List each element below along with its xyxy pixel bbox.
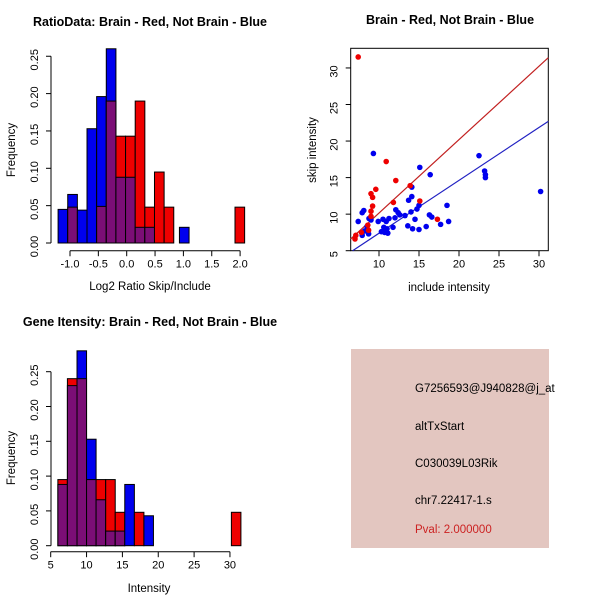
- hist-bar-blue: [58, 209, 68, 243]
- scatter-point-red: [407, 183, 413, 189]
- x-tick-label: 30: [532, 258, 546, 271]
- x-tick-label: 20: [152, 559, 165, 572]
- scatter-point-red: [417, 198, 423, 204]
- scatter-point-blue: [414, 206, 420, 212]
- scatter-point-blue: [427, 172, 433, 178]
- x-tick-label: 15: [412, 258, 426, 271]
- x-tick-label: 0.0: [119, 258, 135, 271]
- hist-bar-blue: [144, 516, 154, 546]
- scatter-point-blue: [417, 165, 423, 171]
- scatter-point-red: [435, 216, 441, 222]
- scatter-point-blue: [476, 153, 482, 159]
- fit-line-brain-fit: [351, 58, 549, 239]
- hist-bar-overlap: [106, 101, 116, 243]
- scatter-point-blue: [410, 226, 416, 232]
- hist-bar-blue: [125, 484, 135, 545]
- hist-bar-overlap: [115, 531, 125, 546]
- y-tick-label: 0.05: [29, 503, 41, 526]
- x-tick-label: 30: [223, 559, 237, 572]
- hist-bar-overlap: [135, 227, 145, 243]
- y-tick-label: 30: [328, 65, 341, 78]
- hist-bar-overlap: [58, 484, 68, 545]
- scatter-point-blue: [412, 216, 418, 222]
- y-tick-label: 20: [328, 138, 341, 151]
- scatter-point-red: [393, 178, 399, 184]
- gene-info-box: [351, 349, 555, 548]
- y-tick-label: 0.15: [29, 434, 41, 456]
- scatter-point-blue: [371, 151, 377, 157]
- scatter-point-red: [366, 227, 372, 233]
- scatter-point-blue: [397, 212, 403, 218]
- intensity-scatter-ylabel: skip intensity: [307, 117, 319, 183]
- scatter-point-red: [368, 214, 374, 220]
- hist-bar-overlap: [68, 207, 78, 243]
- ratio-histogram-plot-area: [29, 49, 248, 271]
- gene-intensity-histogram-plot-area: [29, 351, 241, 572]
- x-tick-label: 1.0: [175, 258, 192, 271]
- scatter-point-blue: [423, 224, 429, 230]
- y-tick-label: 0.15: [29, 123, 41, 146]
- ratio-histogram-xlabel: Log2 Ratio Skip/Include: [89, 281, 211, 293]
- hist-bar-overlap: [97, 206, 107, 243]
- scatter-point-red: [383, 159, 389, 165]
- y-tick-label: 0.10: [29, 468, 41, 491]
- scatter-point-blue: [408, 209, 414, 215]
- x-tick-label: 25: [187, 559, 201, 572]
- x-tick-label: 2.0: [232, 258, 248, 271]
- hist-bar-overlap: [87, 480, 97, 546]
- scatter-point-blue: [429, 214, 435, 220]
- scatter-point-blue: [402, 213, 408, 219]
- y-tick-label: 0.20: [29, 399, 41, 421]
- scatter-point-red: [352, 236, 358, 242]
- scatter-point-blue: [375, 219, 381, 225]
- intensity-scatter-xlabel: include intensity: [408, 282, 490, 294]
- scatter-point-blue: [538, 189, 544, 195]
- gene-intensity-histogram-ylabel: Frequency: [6, 430, 18, 486]
- y-tick-label: 25: [328, 101, 341, 115]
- intensity-scatter-panel: [300, 0, 600, 300]
- scatter-point-blue: [438, 222, 444, 228]
- gene-info-panel: [300, 300, 600, 600]
- y-tick-label: 0.00: [29, 538, 41, 560]
- scatter-point-blue: [405, 223, 411, 229]
- gene-intensity-histogram-title: Gene Itensity: Brain - Red, Not Brain - Blue: [22, 315, 278, 329]
- hist-bar-blue: [87, 129, 97, 243]
- hist-bar-overlap: [67, 386, 77, 546]
- x-tick-label: 5: [47, 559, 54, 572]
- y-tick-label: 0.05: [29, 198, 41, 220]
- hist-bar-blue: [179, 227, 189, 243]
- hist-bar-red: [134, 512, 144, 545]
- scatter-point-blue: [416, 227, 422, 233]
- hist-bar-overlap: [116, 177, 126, 243]
- x-tick-label: -1.0: [60, 258, 80, 271]
- hist-bar-blue: [77, 210, 87, 243]
- hist-bar-red: [135, 101, 145, 243]
- y-tick-label: 0.20: [29, 86, 41, 108]
- x-tick-label: -0.5: [88, 258, 108, 271]
- y-tick-label: 15: [328, 174, 341, 188]
- x-tick-label: 10: [80, 559, 93, 572]
- ratio-histogram-title: RatioData: Brain - Red, Not Brain - Blue: [32, 15, 268, 29]
- chromosome-location: chr7.22417-1.s: [415, 495, 492, 507]
- gene-intensity-histogram-xlabel: Intensity: [127, 583, 171, 595]
- scatter-point-blue: [483, 175, 489, 181]
- scatter-point-blue: [385, 230, 391, 236]
- hist-bar-red: [164, 207, 174, 243]
- hist-bar-overlap: [96, 500, 106, 546]
- x-tick-label: 20: [452, 258, 466, 271]
- hist-bar-red: [235, 207, 245, 243]
- x-tick-label: 1.5: [204, 258, 220, 271]
- hist-bar-red: [231, 512, 241, 545]
- x-tick-label: 10: [372, 258, 386, 271]
- hist-bar-overlap: [77, 379, 87, 546]
- scatter-point-red: [368, 208, 374, 214]
- gene-symbol: C030039L03Rik: [415, 458, 498, 470]
- ratio-histogram-panel: [0, 0, 300, 300]
- x-tick-label: 25: [492, 258, 506, 271]
- y-tick-label: 10: [328, 211, 341, 224]
- scatter-point-red: [359, 230, 365, 236]
- y-tick-label: 0.25: [29, 49, 41, 71]
- scatter-point-red: [373, 186, 379, 192]
- probe-set-id: G7256593@J940828@j_at: [415, 383, 555, 395]
- scatter-point-blue: [406, 197, 412, 203]
- hist-bar-overlap: [145, 227, 155, 243]
- scatter-point-blue: [446, 219, 452, 225]
- y-tick-label: 0.25: [29, 364, 41, 386]
- scatter-point-blue: [390, 225, 396, 231]
- ratio-histogram-ylabel: Frequency: [6, 122, 18, 178]
- y-tick-label: 0.00: [29, 235, 41, 258]
- scatter-point-blue: [359, 210, 365, 216]
- x-tick-label: 15: [116, 559, 129, 572]
- scatter-point-blue: [383, 219, 389, 225]
- hist-bar-overlap: [126, 177, 136, 243]
- scatter-point-red: [391, 200, 397, 206]
- scatter-point-red: [355, 54, 361, 60]
- scatter-point-red: [370, 203, 376, 209]
- hist-bar-red: [154, 172, 164, 243]
- scatter-point-blue: [444, 203, 450, 209]
- scatter-point-blue: [392, 215, 398, 221]
- intensity-scatter-plot-area: [329, 48, 549, 270]
- y-tick-label: 0.10: [29, 161, 41, 183]
- scatter-point-red: [365, 222, 371, 228]
- gene-intensity-histogram-panel: [0, 300, 300, 600]
- pval-text: Pval: 2.000000: [415, 524, 492, 536]
- y-tick-label: 5: [328, 251, 341, 258]
- intensity-scatter-title: Brain - Red, Not Brain - Blue: [365, 13, 535, 27]
- scatter-point-blue: [355, 219, 361, 225]
- event-type: altTxStart: [415, 421, 465, 433]
- x-tick-label: 0.5: [147, 258, 163, 271]
- scatter-point-red: [370, 195, 376, 201]
- hist-bar-overlap: [106, 531, 116, 546]
